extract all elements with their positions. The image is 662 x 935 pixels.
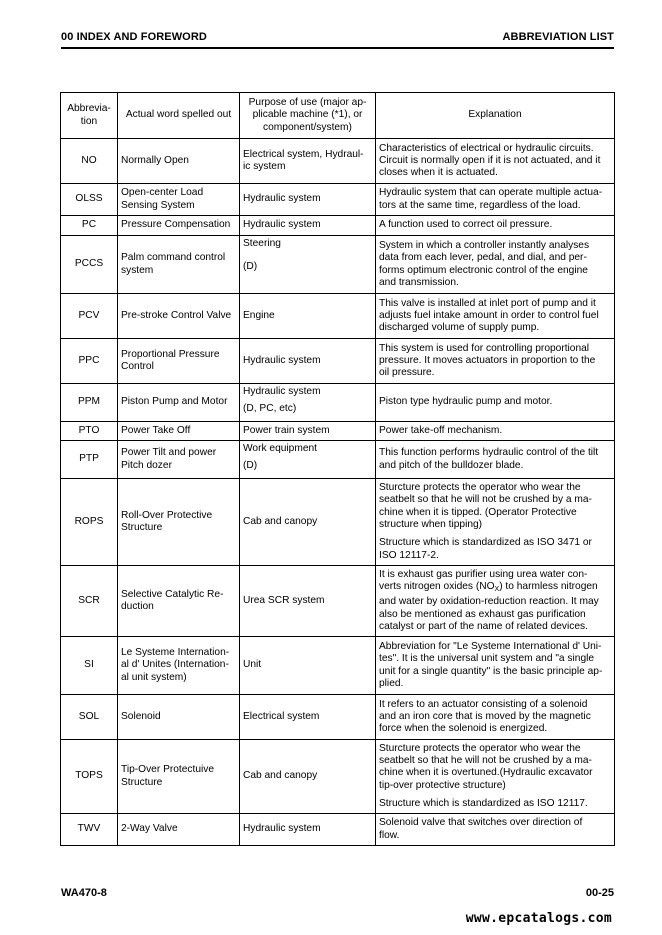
table-header-row bbox=[61, 93, 615, 139]
actual-word-cell: Piston Pump and Motor bbox=[118, 384, 240, 422]
actual-word-cell: 2-Way Valve bbox=[118, 814, 240, 846]
explanation-text: It is exhaust gas purifier using urea water con- verts nitrogen oxides (NO bbox=[379, 568, 588, 593]
explanation-cell bbox=[376, 566, 615, 637]
explanation-standard: Structure which is standardized as ISO 12117. bbox=[379, 797, 588, 809]
actual-word-cell: Power Take Off bbox=[118, 422, 240, 441]
abbreviation-table bbox=[60, 92, 615, 846]
table-row bbox=[61, 384, 615, 422]
actual-word-cell: Proportional Pressure Control bbox=[118, 339, 240, 384]
chapter-title: 00 INDEX AND FOREWORD bbox=[61, 31, 207, 43]
actual-word-cell: Pre-stroke Control Valve bbox=[118, 294, 240, 339]
table-row bbox=[61, 695, 615, 740]
explanation-cell: This system is used for controlling proportional pressure. It moves actuators in proportion to the oil pressure. bbox=[376, 339, 615, 384]
actual-word-cell: Selective Catalytic Re- duction bbox=[118, 566, 240, 637]
explanation-text-cont: ) to harmless nitrogen and water by oxidation-reduction reaction. It may also be mentioned as exhaust gas purification catalyst or part of the name of related devices. bbox=[379, 581, 599, 632]
purpose-cell: Cab and canopy bbox=[240, 740, 376, 814]
column-header-explanation: Explanation bbox=[376, 93, 615, 139]
abbreviation-cell: PPC bbox=[61, 339, 118, 384]
explanation-cell: Solenoid valve that switches over direction of flow. bbox=[376, 814, 615, 846]
purpose-cell: Hydraulic system bbox=[240, 339, 376, 384]
explanation-cell: Power take-off mechanism. bbox=[376, 422, 615, 441]
explanation-cell bbox=[376, 479, 615, 566]
purpose-cell: Electrical system bbox=[240, 695, 376, 740]
model-number: WA470-8 bbox=[61, 887, 107, 899]
purpose-machine: (D, PC, etc) bbox=[243, 403, 297, 415]
explanation-cell bbox=[376, 740, 615, 814]
purpose-cell: Electrical system, Hydraul- ic system bbox=[240, 139, 376, 184]
explanation-cell: Hydraulic system that can operate multiple actua- tors at the same time, regardless of the load. bbox=[376, 184, 615, 216]
actual-word-cell: Power Tilt and power Pitch dozer bbox=[118, 441, 240, 479]
abbreviation-cell: TOPS bbox=[61, 740, 118, 814]
purpose-machine: (D) bbox=[243, 261, 258, 273]
table-row bbox=[61, 566, 615, 637]
table-row bbox=[61, 740, 615, 814]
explanation-cell: Abbreviation for "Le Systeme International d' Uni- tes". It is the universal unit system and "a single unit for a single quantity" is the basic principle ap- plied. bbox=[376, 637, 615, 695]
table-row bbox=[61, 236, 615, 294]
actual-word-cell: Solenoid bbox=[118, 695, 240, 740]
table-row bbox=[61, 294, 615, 339]
table-row bbox=[61, 441, 615, 479]
explanation-paragraph: Sturcture protects the operator who wear the seatbelt so that he will not be crushed by a ma- chine when it is tipped. (Operator Protective structure when tipping) bbox=[379, 482, 592, 530]
purpose-cell bbox=[240, 441, 376, 479]
purpose-component: Hydraulic system bbox=[243, 386, 321, 397]
abbreviation-cell: ROPS bbox=[61, 479, 118, 566]
purpose-cell: Power train system bbox=[240, 422, 376, 441]
column-header-actual-word: Actual word spelled out bbox=[118, 93, 240, 139]
table-row bbox=[61, 339, 615, 384]
explanation-cell: A function used to correct oil pressure. bbox=[376, 216, 615, 236]
abbreviation-cell: PCV bbox=[61, 294, 118, 339]
explanation-cell: Piston type hydraulic pump and motor. bbox=[376, 384, 615, 422]
abbreviation-cell: SCR bbox=[61, 566, 118, 637]
table-row bbox=[61, 139, 615, 184]
explanation-paragraph: Sturcture protects the operator who wear the seatbelt so that he will not be crushed by a ma- chine when it is overtuned.(Hydraulic excavator tip-over protective structure) bbox=[379, 742, 593, 791]
purpose-cell: Urea SCR system bbox=[240, 566, 376, 637]
abbreviation-cell: SOL bbox=[61, 695, 118, 740]
explanation-cell: Characteristics of electrical or hydraulic circuits. Circuit is normally open if it is not actuated, and it closes when it is actuated. bbox=[376, 139, 615, 184]
table-row bbox=[61, 814, 615, 846]
column-header-purpose: Purpose of use (major ap- plicable machine (*1), or component/system) bbox=[240, 93, 376, 139]
abbreviation-cell: PTO bbox=[61, 422, 118, 441]
purpose-cell bbox=[240, 384, 376, 422]
header-rule bbox=[61, 47, 614, 49]
watermark-url: www.epcatalogs.com bbox=[465, 911, 612, 926]
purpose-component: Work equipment bbox=[243, 443, 317, 454]
actual-word-cell: Normally Open bbox=[118, 139, 240, 184]
page-number: 00-25 bbox=[585, 887, 614, 899]
abbreviation-cell: PPM bbox=[61, 384, 118, 422]
abbreviation-cell: TWV bbox=[61, 814, 118, 846]
abbreviation-cell: OLSS bbox=[61, 184, 118, 216]
purpose-component: Steering bbox=[243, 238, 281, 249]
table-row bbox=[61, 184, 615, 216]
explanation-cell: It refers to an actuator consisting of a solenoid and an iron core that is moved by the magnetic force when the solenoid is energized. bbox=[376, 695, 615, 740]
actual-word-cell: Roll-Over Protective Structure bbox=[118, 479, 240, 566]
abbreviation-cell: NO bbox=[61, 139, 118, 184]
abbreviation-cell: PC bbox=[61, 216, 118, 236]
actual-word-cell: Le Systeme Internation- al d' Unites (Internation- al unit system) bbox=[118, 637, 240, 695]
table-row bbox=[61, 637, 615, 695]
subscript-x: X bbox=[494, 586, 500, 594]
table-row bbox=[61, 479, 615, 566]
abbreviation-cell: PTP bbox=[61, 441, 118, 479]
purpose-cell: Engine bbox=[240, 294, 376, 339]
actual-word-cell: Pressure Compensation bbox=[118, 216, 240, 236]
abbreviation-cell: PCCS bbox=[61, 236, 118, 294]
purpose-cell: Hydraulic system bbox=[240, 814, 376, 846]
table-row bbox=[61, 422, 615, 441]
purpose-cell: Cab and canopy bbox=[240, 479, 376, 566]
abbreviation-cell: SI bbox=[61, 637, 118, 695]
purpose-cell bbox=[240, 236, 376, 294]
section-title: ABBREVIATION LIST bbox=[502, 31, 614, 43]
actual-word-cell: Tip-Over Protectuive Structure bbox=[118, 740, 240, 814]
explanation-cell: This valve is installed at inlet port of pump and it adjusts fuel intake amount in order to control fuel discharged volume of supply pump. bbox=[376, 294, 615, 339]
purpose-cell: Hydraulic system bbox=[240, 184, 376, 216]
purpose-machine: (D) bbox=[243, 460, 258, 472]
purpose-cell: Hydraulic system bbox=[240, 216, 376, 236]
table-row bbox=[61, 216, 615, 236]
explanation-standard: Structure which is standardized as ISO 3471 or ISO 12117-2. bbox=[379, 537, 592, 561]
column-header-abbreviation: Abbrevia- tion bbox=[61, 93, 118, 139]
actual-word-cell: Open-center Load Sensing System bbox=[118, 184, 240, 216]
explanation-cell: This function performs hydraulic control of the tilt and pitch of the bulldozer blade. bbox=[376, 441, 615, 479]
actual-word-cell: Palm command control system bbox=[118, 236, 240, 294]
purpose-cell: Unit bbox=[240, 637, 376, 695]
explanation-cell: System in which a controller instantly analyses data from each lever, pedal, and dial, and per- forms optimum electronic control of the engine and transmission. bbox=[376, 236, 615, 294]
